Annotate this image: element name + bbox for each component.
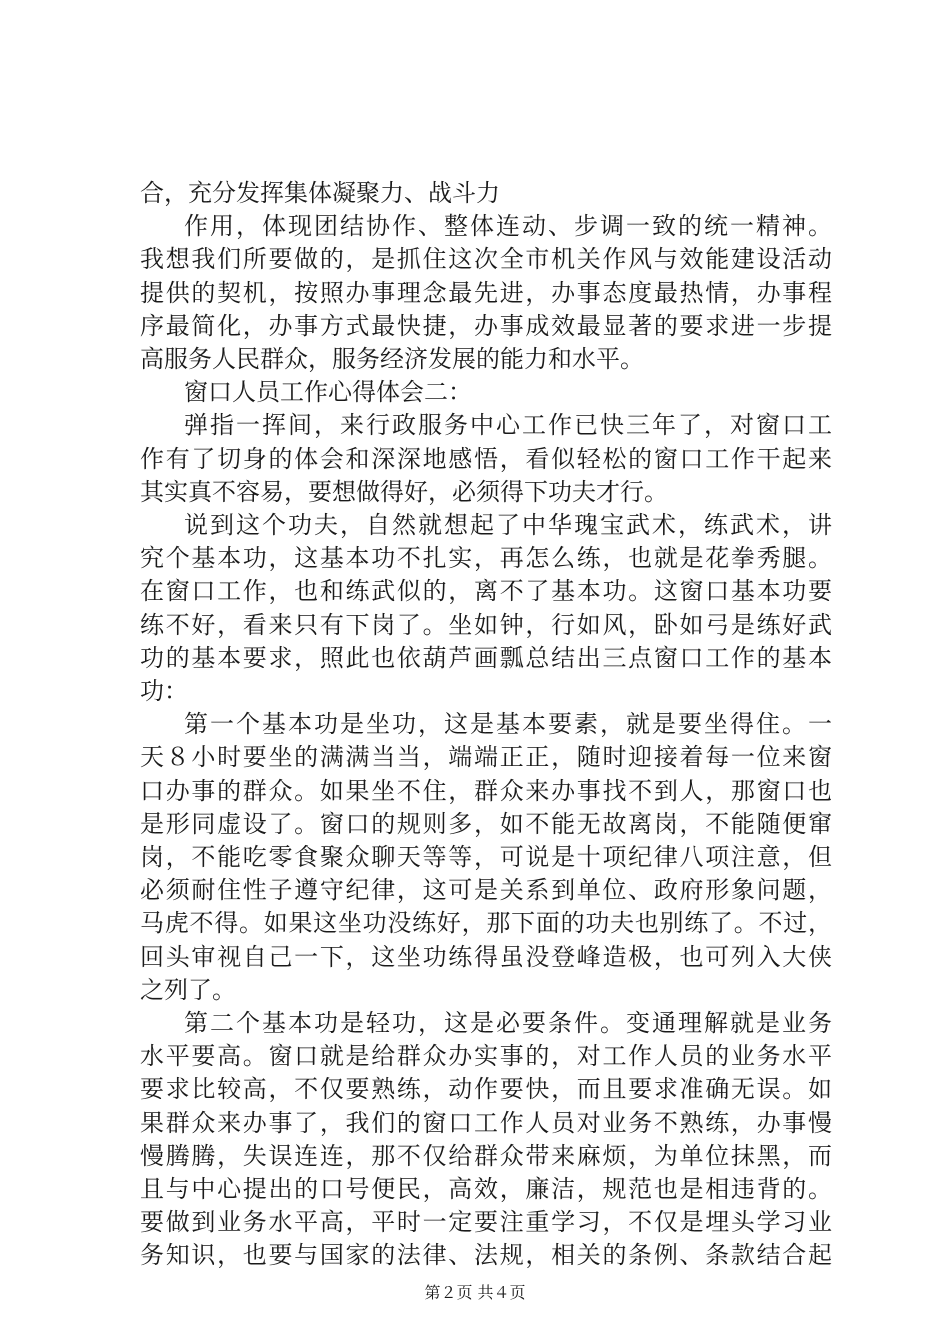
text-line: 回头审视自己一下，这坐功练得虽没登峰造极，也可列入大侠: [140, 942, 832, 971]
text-line: 是形同虚设了。窗口的规则多，如不能无故离岗，不能随便窜: [140, 809, 832, 838]
text-line: 其实真不容易，要想做得好，必须得下功夫才行。: [140, 477, 668, 506]
text-line: 务知识，也要与国家的法律、法规，相关的条例、条款结合起: [140, 1241, 832, 1270]
text-line: 要做到业务水平高，平时一定要注重学习，不仅是埋头学习业: [140, 1208, 832, 1237]
page-number-footer: 第２页 共４页: [424, 1283, 526, 1302]
text-line: 作用，体现团结协作、整体连动、步调一致的统一精神。: [184, 212, 832, 241]
text-line: 要求比较高，不仅要熟练，动作要快，而且要求准确无误。如: [140, 1075, 832, 1104]
text-line: 提供的契机，按照办事理念最先进，办事态度最热情，办事程: [140, 278, 832, 307]
text-line: 岗，不能吃零食聚众聊天等等，可说是十项纪律八项注意，但: [140, 843, 832, 871]
text-line: 且与中心提出的口号便民，高效，廉洁，规范也是相违背的。: [140, 1175, 832, 1203]
text-line: 练不好，看来只有下岗了。坐如钟，行如风，卧如弓是练好武: [140, 610, 832, 639]
text-line: 口办事的群众。如果坐不住，群众来办事找不到人，那窗口也: [140, 776, 832, 805]
text-line: 第二个基本功是轻功，这是必要条件。变通理解就是业务: [184, 1009, 832, 1037]
text-line: 功：: [140, 677, 188, 705]
text-line: 合，充分发挥集体凝聚力、战斗力: [140, 179, 500, 207]
text-line: 窗口人员工作心得体会二：: [184, 378, 472, 407]
text-line: 果群众来办事了，我们的窗口工作人员对业务不熟练，办事慢: [140, 1108, 832, 1137]
text-line: 之列了。: [140, 975, 236, 1004]
text-line: 弹指一挥间，来行政服务中心工作已快三年了，对窗口工: [184, 411, 832, 440]
text-line: 马虎不得。如果这坐功没练好，那下面的功夫也别练了。不过，: [140, 909, 832, 938]
text-line: 高服务人民群众，服务经济发展的能力和水平。: [140, 345, 644, 373]
text-line: 水平要高。窗口就是给群众办实事的，对工作人员的业务水平: [140, 1042, 832, 1071]
text-line: 慢腾腾，失误连连，那不仅给群众带来麻烦，为单位抹黑，而: [140, 1141, 832, 1170]
text-line: 究个基本功，这基本功不扎实，再怎么练，也就是花拳秀腿。: [140, 544, 832, 573]
text-line: 功的基本要求，照此也依葫芦画瓢总结出三点窗口工作的基本: [140, 643, 832, 672]
text-line: 在窗口工作，也和练武似的，离不了基本功。这窗口基本功要: [140, 577, 832, 606]
text-line: 第一个基本功是坐功，这是基本要素，就是要坐得住。一: [184, 710, 832, 739]
text-line: 作有了切身的体会和深深地感悟，看似轻松的窗口工作干起来: [140, 444, 832, 473]
text-line: 序最简化，办事方式最快捷，办事成效最显著的要求进一步提: [140, 311, 832, 340]
text-line: 必须耐住性子遵守纪律，这可是关系到单位、政府形象问题，: [140, 876, 832, 905]
text-line: 说到这个功夫，自然就想起了中华瑰宝武术，练武术，讲: [184, 511, 832, 539]
text-line: 我想我们所要做的，是抓住这次全市机关作风与效能建设活动: [140, 245, 832, 274]
text-line: 天８小时要坐的满满当当，端端正正，随时迎接着每一位来窗: [140, 743, 832, 772]
